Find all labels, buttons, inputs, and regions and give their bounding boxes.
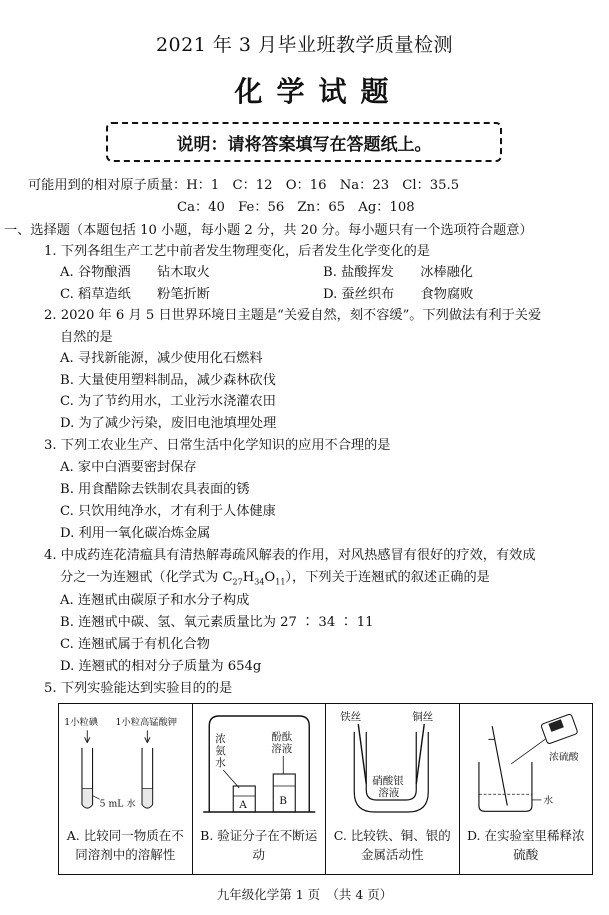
caption-b: B. 验证分子在不断运动 [200, 828, 318, 862]
label-permanganate: 1小粒高锰酸钾 [115, 717, 178, 729]
notice-box [106, 122, 502, 162]
formula-c-sub: 27 [232, 577, 243, 587]
q4-option-b: B. 连翘甙中碳、氢、氧元素质量比为 27 ∶ 34 ∶ 11 [60, 615, 374, 630]
page-footer: 九年级化学第 1 页 （共 4 页） [216, 887, 393, 902]
formula-h-sub: 34 [254, 577, 265, 587]
caption-a: A. 比较同一物质在不同溶剂中的溶解性 [66, 828, 184, 862]
formula-o-sub: 11 [275, 577, 286, 587]
q2-option-b: B. 大量使用塑料制品，减少森林砍伐 [60, 373, 276, 388]
formula-h: H [242, 570, 255, 585]
label-copper-wire: 铜丝 [412, 711, 434, 723]
beaker-b-label: B [278, 795, 287, 807]
q1-stem: 1. 下列各组生产工艺中前者发生物理变化，后者发生化学变化的是 [44, 244, 431, 259]
q4-stem-line1: 4. 中成药连花清瘟具有清热解毒疏风解表的作用，对风热感冒有很好的疗效，有效成 [44, 548, 536, 563]
section-title: 一、选择题（本题包括 10 小题，每小题 2 分，共 20 分。每小题只有一个选项符合题意） [4, 223, 533, 238]
test-tubes-diagram [59, 704, 192, 822]
experiment-d [460, 704, 593, 874]
notice-text: 说明：请将答案填写在答题纸上。 [176, 134, 432, 155]
q2-option-d: D. 为了减少污染，废旧电池填埋处理 [60, 416, 277, 431]
q2-stem-line2: 自然的是 [60, 330, 113, 345]
q2-option-a: A. 寻找新能源，减少使用化石燃料 [60, 351, 263, 366]
q1-option-c: C. 稻草造纸 粉笔折断 [60, 287, 210, 302]
beaker-a-label: A [238, 799, 247, 811]
q3-stem: 3. 下列工农业生产、日常生活中化学知识的应用不合理的是 [44, 438, 391, 453]
label-iodine: 1小粒碘 [64, 717, 99, 729]
dilution-diagram [460, 704, 593, 822]
q3-option-b: B. 用食醋除去铁制农具表面的锈 [60, 482, 250, 497]
formula-o: O [264, 570, 276, 585]
label-water: 水 [542, 795, 553, 807]
caption-c: C. 比较铁、铜、银的金属活动性 [333, 828, 451, 862]
q3-option-d: D. 利用一氧化碳冶炼金属 [60, 526, 211, 541]
bell-jar-diagram [193, 704, 326, 822]
label-silver-nitrate: 硝酸银溶液 [372, 775, 404, 799]
q5-stem: 5. 下列实验能达到实验目的的是 [44, 681, 233, 696]
label-phenolphthalein: 酚酞溶液 [270, 731, 292, 755]
label-ammonia: 浓氨水 [214, 733, 226, 769]
q4-stem-post: ），下列关于连翘甙的叙述正确的是 [285, 570, 490, 585]
experiment-panel [58, 703, 593, 875]
q1-option-b: B. 盐酸挥发 冰棒融化 [323, 265, 473, 280]
exam-header: 2021 年 3 月毕业班教学质量检测 [155, 34, 454, 56]
q2-stem-line1: 2. 2020 年 6 月 5 日世界环境日主题是“关爱自然，刻不容缓”。下列做法有利于关爱 [44, 308, 542, 323]
q3-option-c: C. 只饮用纯净水，才有利于人体健康 [60, 504, 276, 519]
q4-stem-line2 [60, 568, 490, 593]
q4-stem-pre: 分之一为连翘甙（化学式为 C [60, 570, 233, 585]
q1-option-d: D. 蚕丝织布 食物腐败 [323, 287, 474, 302]
subject-title: 化学试题 [234, 75, 403, 108]
experiment-c [326, 704, 460, 874]
q4-option-d: D. 连翘甙的相对分子质量为 654g [60, 659, 262, 674]
experiment-b [193, 704, 327, 874]
label-volume: 5 mL 水 [99, 798, 136, 810]
atomic-mass-line-2: Ca：40 Fe：56 Zn：65 Ag：108 [177, 200, 415, 215]
experiment-a [59, 704, 193, 874]
q4-option-a: A. 连翘甙由碳原子和水分子构成 [60, 593, 250, 608]
caption-d: D. 在实验室里稀释浓硫酸 [466, 828, 585, 862]
u-tube-diagram [326, 704, 459, 822]
q2-option-c: C. 为了节约用水，工业污水浇灌农田 [60, 394, 276, 409]
q1-option-a: A. 谷物酿酒 钻木取火 [60, 265, 210, 280]
q3-option-a: A. 家中白酒要密封保存 [60, 460, 197, 475]
q4-option-c: C. 连翘甙属于有机化合物 [60, 637, 210, 652]
atomic-mass-line-1: 可能用到的相对原子质量：H：1 C：12 O：16 Na：23 Cl：35.5 [28, 178, 460, 193]
label-conc-sulfuric-acid: 浓硫酸 [548, 752, 579, 764]
label-iron-wire: 铁丝 [340, 711, 362, 723]
